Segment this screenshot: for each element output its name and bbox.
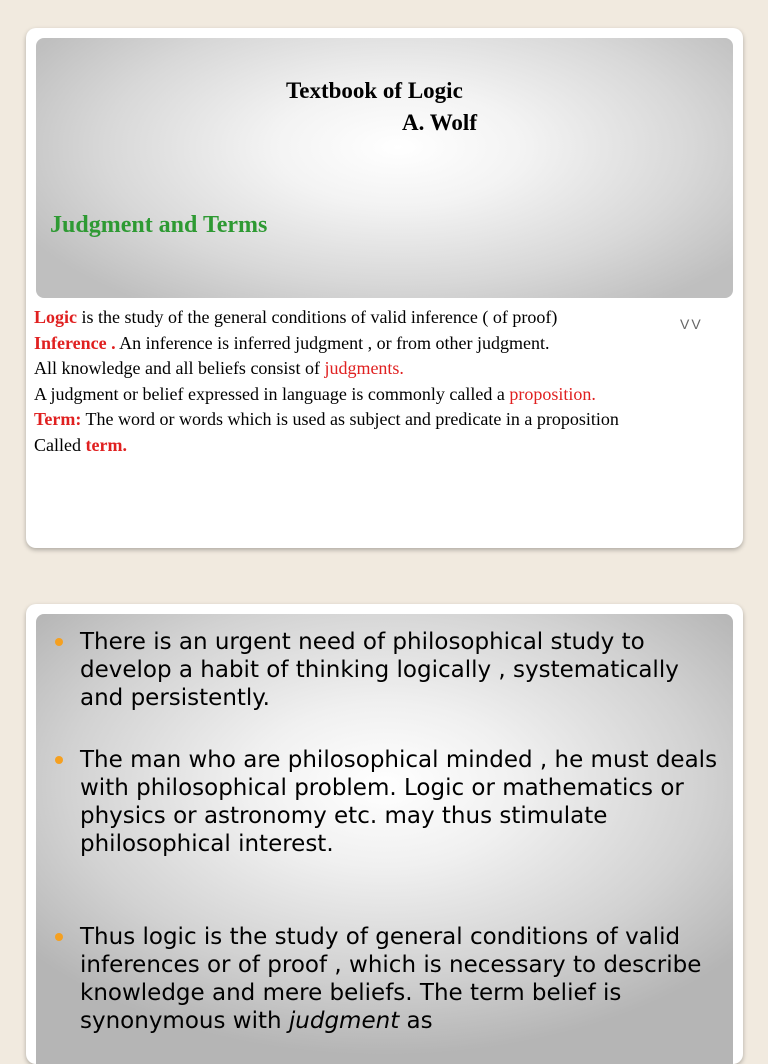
definition-line-inference xyxy=(34,331,740,357)
book-author: A. Wolf xyxy=(402,110,477,135)
bullet-item xyxy=(54,628,729,712)
side-mark: VV xyxy=(680,316,703,332)
bullet-italic-text: judgment xyxy=(288,1008,400,1034)
proposition-statement: A judgment or belief expressed in language is commonly called a xyxy=(34,383,510,404)
definition-line-logic xyxy=(34,305,740,331)
definition-line-term xyxy=(34,407,740,433)
term-logic: Logic xyxy=(34,307,77,327)
bullet-text: The man who are philosophical minded , he must deals with philosophical problem. Logic or mathematics or physics or astronomy etc. may thus stimulate philosophical interest. xyxy=(80,747,718,857)
bullet-item xyxy=(54,923,729,1035)
title-panel xyxy=(36,38,733,298)
bullet-item xyxy=(54,746,729,858)
definition-line-proposition xyxy=(34,382,740,408)
section-title: Judgment and Terms xyxy=(50,212,268,238)
content-panel xyxy=(36,614,733,1064)
bullet-text: Thus logic is the study of general conditions of valid inferences or of proof , which is necessary to describe knowledge and mere beliefs. The term belief is synonymous with xyxy=(80,924,702,1034)
called-label: Called xyxy=(34,434,86,455)
inference-definition: An inference is inferred judgment , or from other judgment. xyxy=(115,332,550,353)
slide-1 xyxy=(26,28,743,548)
definitions-text xyxy=(34,305,740,459)
bullet-text: There is an urgent need of philosophical study to develop a habit of thinking logically , systematically and persistently. xyxy=(80,629,679,711)
term-term: Term: xyxy=(34,409,82,430)
term-judgments: judgments. xyxy=(324,358,404,379)
bullet-list xyxy=(54,628,729,1035)
knowledge-statement: All knowledge and all beliefs consist of xyxy=(34,358,325,379)
bullet-text-tail: as xyxy=(399,1008,433,1034)
slide-2 xyxy=(26,604,743,1064)
book-title: Textbook of Logic xyxy=(286,78,463,103)
term-term-bold: term. xyxy=(85,434,127,455)
term-proposition: proposition. xyxy=(509,383,596,404)
logic-definition: is the study of the general conditions of valid inference ( of proof) xyxy=(77,307,558,327)
definition-line-knowledge xyxy=(34,356,740,382)
definition-line-called xyxy=(34,433,740,459)
term-definition: The word or words which is used as subject and predicate in a proposition xyxy=(81,409,619,430)
term-inference: Inference . xyxy=(34,332,116,353)
